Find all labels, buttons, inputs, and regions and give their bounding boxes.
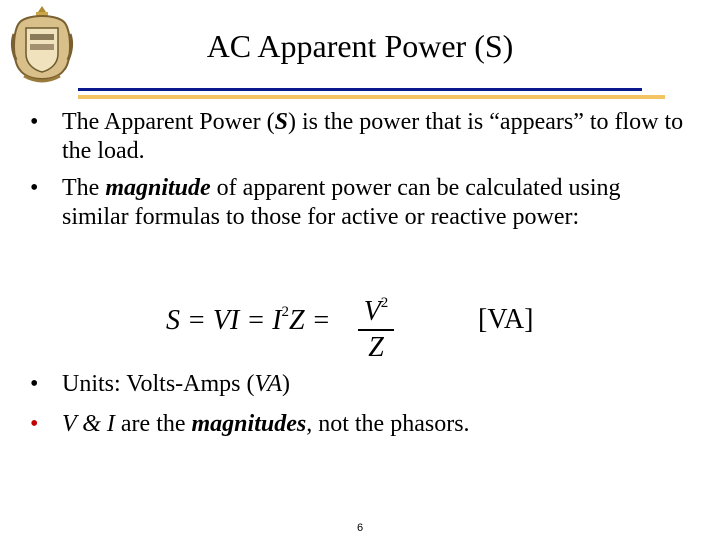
bullet-text: are the <box>114 411 192 437</box>
bullet-list-top <box>30 108 690 240</box>
fraction-numerator <box>358 288 394 327</box>
emphasis-magnitudes: magnitudes <box>191 411 307 437</box>
bullet-text: The Apparent Power ( <box>62 109 275 135</box>
equation-fraction <box>358 288 394 363</box>
bullet-magnitude <box>30 174 690 232</box>
apparent-power-equation <box>166 288 546 363</box>
bullet-text: of apparent power can be calculated using similar formulas to those for active or reactive power: <box>62 175 621 230</box>
bullet-units <box>30 370 690 399</box>
fraction-denominator: Z <box>368 332 384 363</box>
bullet-apparent-power-definition <box>30 108 690 166</box>
exponent: 2 <box>281 304 290 320</box>
bullet-text: ) is the power that is “appears” to flow to the load. <box>62 109 684 164</box>
bullet-text: , not the phasors. <box>306 411 470 437</box>
bullet-text: The <box>62 175 106 201</box>
equation-terms: Z = <box>289 305 331 336</box>
page-number: 6 <box>356 522 364 534</box>
bullet-text: ) <box>282 371 291 397</box>
equation-lhs <box>166 304 331 337</box>
bullet-magnitudes-not-phasors <box>30 410 690 439</box>
numerator-var: V <box>363 296 381 327</box>
naval-academy-crest-icon <box>6 4 78 88</box>
slide-title: AC Apparent Power (S) <box>206 28 514 64</box>
title-rule <box>78 88 642 91</box>
emphasis-magnitude: magnitude <box>105 175 211 201</box>
symbol-s: S <box>274 109 288 135</box>
equation-terms: S = VI = I <box>166 305 282 336</box>
symbol-v-i: V & I <box>62 411 115 437</box>
accent-rule <box>78 95 665 99</box>
bullet-list-bottom <box>30 370 690 450</box>
bullet-text: Units: Volts-Amps ( <box>62 371 255 397</box>
exponent: 2 <box>380 295 389 311</box>
fraction-bar <box>358 329 394 331</box>
symbol-va: VA <box>254 371 283 397</box>
equation-unit: [VA] <box>478 304 534 335</box>
